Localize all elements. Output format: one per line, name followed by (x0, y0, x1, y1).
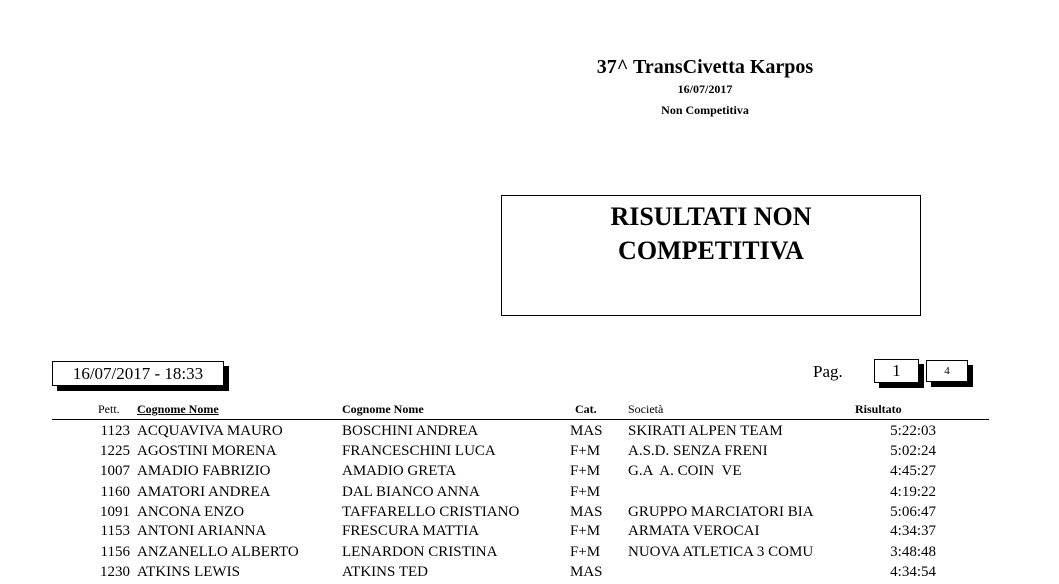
cell-result: 5:22:03 (890, 423, 936, 439)
cell-cat: MAS (570, 423, 603, 439)
cell-result: 5:06:47 (890, 504, 936, 520)
cell-result: 4:45:27 (890, 463, 936, 479)
cell-result: 4:34:54 (890, 564, 936, 580)
cell-cat: MAS (570, 564, 603, 580)
cell-pett: 1156 (100, 544, 130, 560)
cell-name2: AMADIO GRETA (342, 463, 457, 479)
report-title-line-1: RISULTATI NON (610, 202, 812, 231)
cell-name2: TAFFARELLO CRISTIANO (342, 504, 520, 520)
cell-name1: AMATORI ANDREA (137, 484, 271, 500)
report-title-box (501, 195, 921, 316)
cell-name2: BOSCHINI ANDREA (342, 423, 479, 439)
cell-cat: F+M (570, 443, 601, 459)
cell-name2: LENARDON CRISTINA (342, 544, 498, 560)
table-row (0, 443, 1059, 463)
event-subtitle: Non Competitiva (661, 103, 749, 117)
cell-pett: 1153 (100, 523, 130, 539)
cell-cat: F+M (570, 544, 601, 560)
col-header-name1: Cognome Nome (137, 402, 219, 416)
col-header-pett: Pett. (98, 402, 120, 416)
cell-society: NUOVA ATLETICA 3 COMU (628, 544, 814, 560)
header-divider (52, 419, 989, 420)
report-title-line-2: COMPETITIVA (618, 236, 804, 265)
page-label: Pag. (813, 362, 843, 381)
table-row (0, 484, 1059, 504)
cell-result: 3:48:48 (890, 544, 936, 560)
cell-name1: AGOSTINI MORENA (137, 443, 277, 459)
cell-pett: 1160 (100, 484, 130, 500)
cell-society: ARMATA VEROCAI (628, 523, 760, 539)
timestamp-box: 16/07/2017 - 18:33 (52, 361, 224, 386)
cell-name1: ANZANELLO ALBERTO (137, 544, 299, 560)
cell-pett: 1091 (100, 504, 130, 520)
cell-pett: 1230 (100, 564, 130, 580)
cell-cat: F+M (570, 463, 601, 479)
cell-result: 5:02:24 (890, 443, 936, 459)
cell-name2: FRESCURA MATTIA (342, 523, 480, 539)
table-row (0, 523, 1059, 543)
table-row (0, 463, 1059, 483)
cell-society: G.A A. COIN VE (628, 463, 742, 479)
cell-pett: 1225 (100, 443, 130, 459)
cell-name1: ANCONA ENZO (137, 504, 245, 520)
cell-cat: F+M (570, 523, 601, 539)
cell-result: 4:34:37 (890, 523, 936, 539)
event-date: 16/07/2017 (677, 82, 733, 96)
cell-name2: ATKINS TED (342, 564, 428, 580)
cell-name1: ACQUAVIVA MAURO (137, 423, 283, 439)
event-title: 37^ TransCivetta Karpos (596, 56, 814, 78)
cell-cat: F+M (570, 484, 601, 500)
table-row (0, 423, 1059, 443)
cell-pett: 1007 (100, 463, 130, 479)
cell-name1: ATKINS LEWIS (137, 564, 240, 580)
col-header-result: Risultato (855, 402, 902, 416)
table-row (0, 544, 1059, 564)
col-header-name2: Cognome Nome (342, 402, 424, 416)
cell-society: A.S.D. SENZA FRENI (628, 443, 768, 459)
cell-society: SKIRATI ALPEN TEAM (628, 423, 783, 439)
table-row (0, 504, 1059, 524)
cell-pett: 1123 (100, 423, 130, 439)
cell-name2: FRANCESCHINI LUCA (342, 443, 496, 459)
cell-name1: ANTONI ARIANNA (137, 523, 267, 539)
table-row (0, 564, 1059, 584)
cell-cat: MAS (570, 504, 603, 520)
page-current-box: 1 (874, 359, 919, 383)
col-header-cat: Cat. (575, 402, 597, 416)
cell-name2: DAL BIANCO ANNA (342, 484, 480, 500)
cell-result: 4:19:22 (890, 484, 936, 500)
cell-society: GRUPPO MARCIATORI BIA (628, 504, 814, 520)
page-total-box: 4 (926, 360, 968, 382)
col-header-society: Società (628, 402, 664, 416)
cell-name1: AMADIO FABRIZIO (137, 463, 271, 479)
